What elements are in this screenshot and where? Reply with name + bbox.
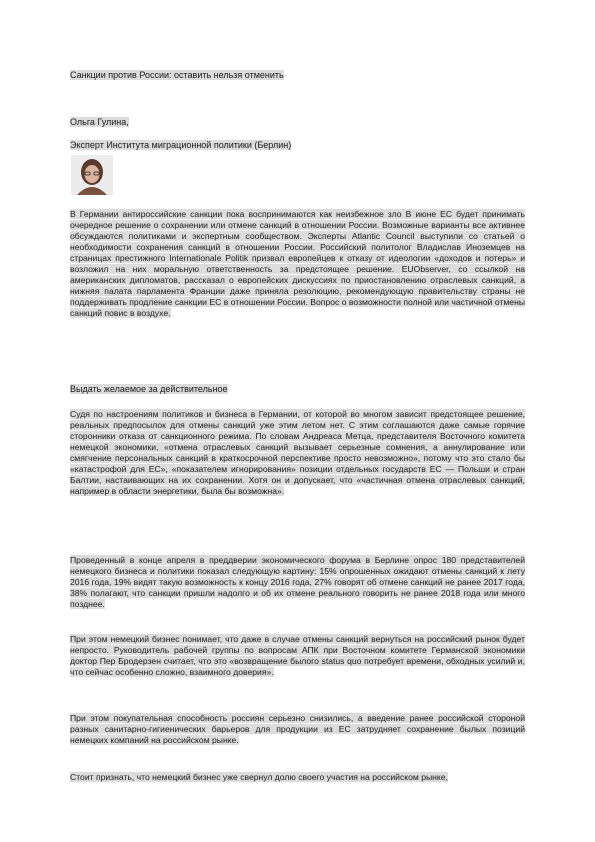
paragraph-return: При этом немецкий бизнес понимает, что даже в случае отмены санкций вернуться на российский рынок будет непросто. Руководитель рабочей группы по вопросам АПК при Восточном комитете Германской экономики доктор Пер Бродерзен считает, что это «возвращение былого status quo потребует времени, обходных усилий и, что сейчас особенно сложно, взаимного доверия». (70, 634, 525, 677)
paragraph-survey: Проведенный в конце апреля в преддверии экономического форума в Берлине опрос 180 представителей немецкого бизнеса и политики показал следующую картину: 15% опрошенных ожидают отмены санкций к лету 2016 года, 19% видят такую возможность к концу 2016 года, 27% говорят об отмене санкций не ранее 2017 года, 38% полагают, что санкции пришли надолго и об их отмене реального говорить не ранее 2018 года или много позднее. (70, 555, 525, 609)
author-name: Ольга Гулина, (70, 117, 129, 127)
paragraph-intro: В Германии антироссийские санкции пока воспринимаются как неизбежное зло В июне ЕС будет принимать очередное решение о сохранении или отмене санкций в отношении России. Возможные варианты все активнее обсуждаются политиками и экспертным сообществом. Эксперты Atlantic Council выступили со статьей о необходимости сохранения санкций в отношении России. Российский политолог Владислав Иноземцев на страницах престижного Internationale Politik призвал европейцев к отказу от идеологии «доходов и потерь» и возложил на них моральную ответственность за предстоящее решение. EUObserver, со ссылкой на американских дипломатов, рассказал о европейских дискуссиях по приостановлению отраслевых санкций, а нижняя палата парламента Франции даже приняла резолюцию, рекомендующую правительству страны не поддерживать продление санкции ЕС в отношении России. Вопрос о возможности полной или частичной отмены санкций повис в воздухе. (70, 209, 525, 318)
paragraph-moods: Судя по настроениям политиков и бизнеса в Германии, от которой во многом зависит предстоящее решение, реальных предпосылок для отмены санкций уже этим летом нет. С этим соглашаются даже самые горячие сторонники отказа от санкционного режима. По словам Андреаса Метца, представителя Восточного комитета немецкой экономики, «отмена отраслевых санкций вызывает серьезные сомнения, а аннулирование или смягчение персональных санкций в краткосрочной перспективе просто невозможно», потому что это стало бы «катастрофой для ЕС», «показателем игнорирования» позиции отдельных государств ЕС — Польши и стран Балтии, настаивающих на их сохранении. Хотя он и допускает, что «частичная отмена отраслевых санкций, например в области энергетики, была бы возможна». (70, 409, 525, 496)
author-photo (71, 155, 113, 195)
author-affiliation: Эксперт Института миграционной политики (Берлин) (70, 140, 292, 150)
paragraph-purchasing: При этом покупательная способность россиян серьезно снизились, а введение ранее российской стороной разных санитарно-гигиенических барьеров для продукции из ЕС затрудняет сохранение былых позиций немецких компаний на российском рынке. (70, 713, 525, 745)
article-title: Санкции против России: оставить нельзя отменить (70, 70, 284, 80)
paragraph-business: Стоит признать, что немецкий бизнес уже свернул долю своего участия на российском рынке, (70, 772, 448, 782)
section-heading: Выдать желаемое за действительное (70, 384, 228, 394)
